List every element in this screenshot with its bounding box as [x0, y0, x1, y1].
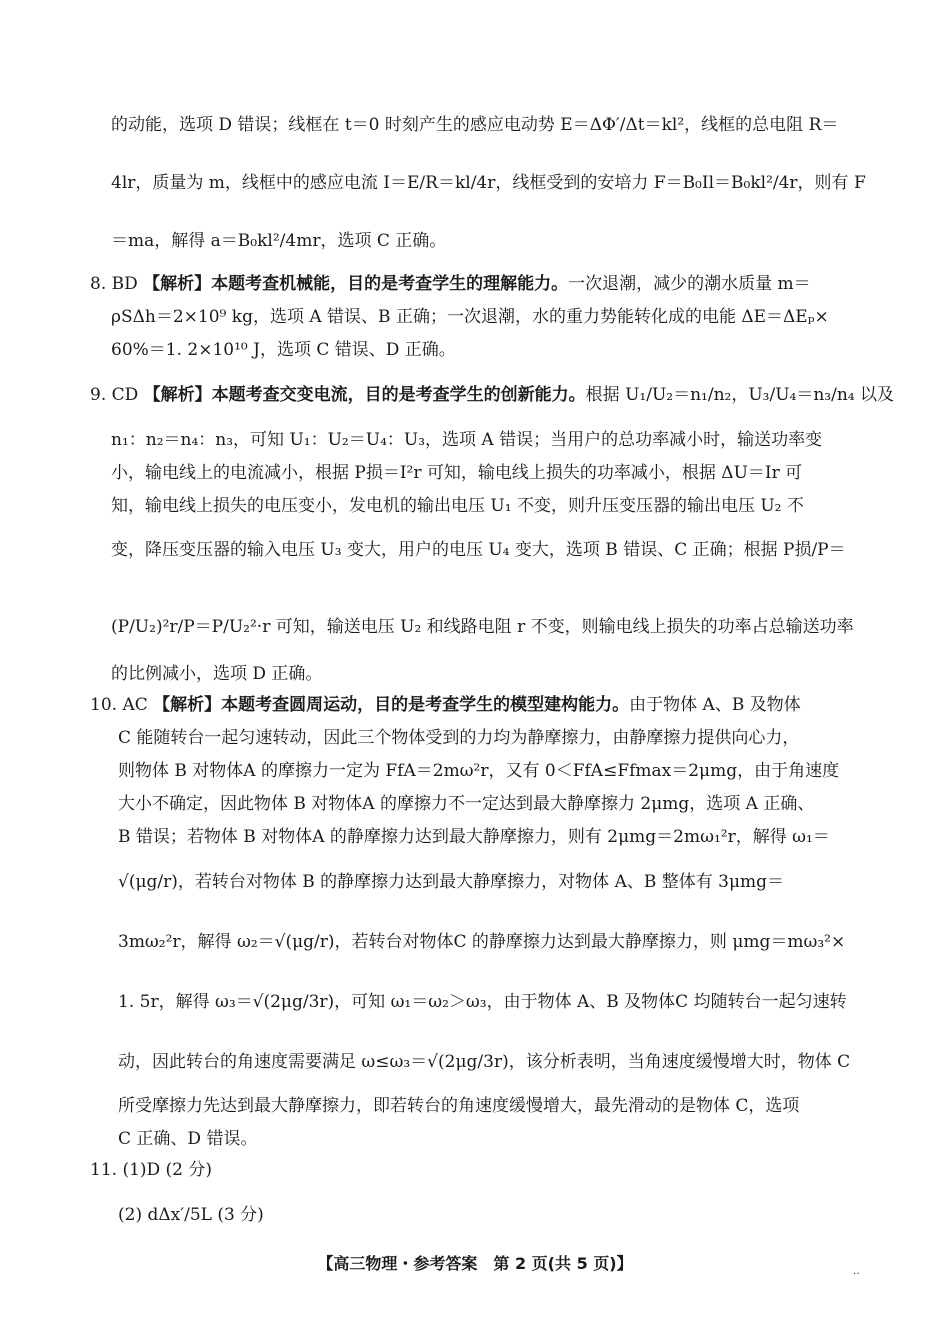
text-line: 小，输电线上的电流减小，根据 P损＝I²r 可知，输电线上损失的功率减小，根据 ΔU＝Ir 可 [111, 463, 803, 483]
text-line: 变，降压变压器的输入电压 U₃ 变大，用户的电压 U₄ 变大，选项 B 错误、C 正确；根据 P损/P＝ [111, 540, 846, 560]
text-line: 知，输电线上损失的电压变小，发电机的输出电压 U₁ 不变，则升压变压器的输出电压 U₂ 不 [111, 496, 804, 516]
text-run: 一次退潮，减少的潮水质量 m＝ [568, 274, 811, 294]
text-line: 1. 5r，解得 ω₃＝√(2μg/3r)，可知 ω₁＝ω₂＞ω₃，由于物体 A、B 及物体C 均随转台一起匀速转 [118, 992, 847, 1012]
question-11-part-1: 11. (1)D (2 分) [90, 1160, 213, 1180]
question-number: 8. BD [90, 274, 144, 294]
text-line: 所受摩擦力先达到最大静摩擦力，即若转台的角速度缓慢增大，最先滑动的是物体 C，选项 [118, 1096, 800, 1116]
text-line: 的比例减小，选项 D 正确。 [111, 664, 323, 684]
text-line: n₁：n₂＝n₄：n₃，可知 U₁：U₂＝U₄：U₃，选项 A 错误；当用户的总功率减小时，输送功率变 [111, 430, 823, 450]
question-8-line [90, 272, 811, 296]
text-line: 4lr，质量为 m，线框中的感应电流 I＝E/R＝kl/4r，线框受到的安培力 F＝B₀Il＝B₀kl²/4r，则有 F [111, 173, 866, 193]
question-11-part-2: (2) dΔx′/5L (3 分) [118, 1205, 264, 1225]
text-line: 的动能，选项 D 错误；线框在 t＝0 时刻产生的感应电动势 E＝ΔΦ′/Δt＝kl²，线框的总电阻 R＝ [111, 115, 839, 135]
text-line: ρSΔh＝2×10⁹ kg，选项 A 错误、B 正确；一次退潮，水的重力势能转化成的电能 ΔE＝ΔEₚ× [111, 307, 829, 327]
text-line: C 能随转台一起匀速转动，因此三个物体受到的力均为静摩擦力，由静摩擦力提供向心力， [118, 728, 800, 748]
text-line: 3mω₂²r，解得 ω₂＝√(μg/r)，若转台对物体C 的静摩擦力达到最大静摩擦力，则 μmg＝mω₃²× [118, 932, 846, 952]
question-10-line [90, 693, 801, 717]
question-9-line [90, 383, 894, 407]
text-line: 则物体 B 对物体A 的摩擦力一定为 FfA＝2mω²r，又有 0＜FfA≤Ffmax＝2μmg，由于角速度 [118, 761, 840, 781]
text-line: B 错误；若物体 B 对物体A 的静摩擦力达到最大静摩擦力，则有 2μmg＝2mω₁²r，解得 ω₁＝ [118, 827, 830, 847]
text-line: 大小不确定，因此物体 B 对物体A 的摩擦力不一定达到最大静摩擦力 2μmg，选项 A 正确、 [118, 794, 815, 814]
text-line: 60%＝1. 2×10¹⁰ J，选项 C 错误、D 正确。 [111, 340, 456, 360]
page-footer: 【高三物理・参考答案 第 2 页(共 5 页)】 [317, 1254, 633, 1273]
text-line: 动，因此转台的角速度需要满足 ω≤ω₃＝√(2μg/3r)，该分析表明，当角速度缓慢增大时，物体 C [118, 1052, 851, 1072]
question-number: 9. CD [90, 385, 144, 405]
corner-mark: ‥ [853, 1266, 860, 1277]
text-run: 由于物体 A、B 及物体 [629, 695, 801, 715]
analysis-heading: 【解析】本题考查交变电流，目的是考查学生的创新能力。 [143, 385, 586, 405]
text-run: 根据 U₁/U₂＝n₁/n₂，U₃/U₄＝n₃/n₄ 以及 [585, 385, 895, 405]
text-line: √(μg/r)，若转台对物体 B 的静摩擦力达到最大静摩擦力，对物体 A、B 整体有 3μmg＝ [118, 872, 785, 892]
analysis-heading: 【解析】本题考查机械能，目的是考查学生的理解能力。 [143, 274, 569, 294]
question-number: 10. AC [90, 695, 154, 715]
text-line: C 正确、D 错误。 [118, 1129, 258, 1149]
text-line: ＝ma，解得 a＝B₀kl²/4mr，选项 C 正确。 [111, 231, 447, 251]
text-line: (P/U₂)²r/P＝P/U₂²·r 可知，输送电压 U₂ 和线路电阻 r 不变，则输电线上损失的功率占总输送功率 [111, 617, 854, 637]
analysis-heading: 【解析】本题考查圆周运动，目的是考查学生的模型建构能力。 [153, 695, 630, 715]
